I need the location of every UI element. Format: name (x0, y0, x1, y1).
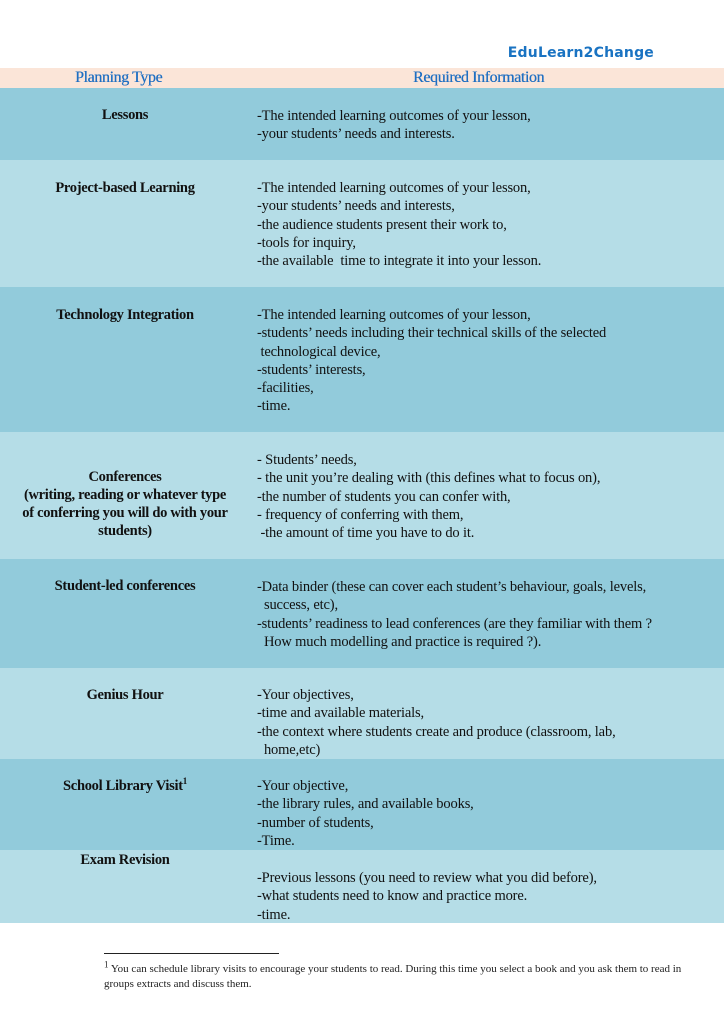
planning-type-cell: Technology Integration (56, 307, 194, 323)
info-line: -The intended learning outcomes of your lesson, (257, 180, 531, 196)
info-line: -the audience students present their work to, (257, 216, 507, 233)
required-info-cell (257, 179, 717, 270)
planning-type-cell: Lessons (101, 107, 149, 123)
info-line: -students’ readiness to lead conferences (are they familiar with them ? (257, 615, 652, 632)
info-line: success, etc), (257, 597, 338, 614)
type-line: of conferring you will do with your (22, 505, 228, 521)
info-line: -number of students, (257, 814, 374, 831)
footnote-marker: 1 (104, 959, 109, 970)
info-line: -the library rules, and available books, (257, 796, 474, 813)
type-line: Conferences (88, 469, 162, 485)
info-line: -Your objective, (257, 778, 349, 794)
footnote-text: You can schedule library visits to encourage your students to read. During this time you select a book and you ask them to read in groups extracts and discuss them. (104, 963, 682, 990)
info-line: -students’ needs including their technical skills of the selected (257, 325, 607, 342)
info-line: -Your objectives, (257, 687, 354, 703)
info-line: -the number of students you can confer with, (257, 488, 511, 505)
info-line: -time and available materials, (257, 705, 425, 722)
table-row-exam-revision (0, 850, 724, 923)
info-line: -tools for inquiry, (257, 234, 356, 251)
footnote-divider (104, 953, 279, 954)
required-info-cell (257, 686, 717, 759)
info-line: -your students’ needs and interests. (257, 126, 455, 143)
required-info-cell (257, 451, 717, 542)
info-line: technological device, (257, 343, 381, 360)
info-line: -time. (257, 906, 291, 923)
planning-type-cell (0, 468, 250, 540)
info-line: -Data binder (these can cover each student’s behaviour, goals, levels, (257, 579, 647, 595)
required-info-cell (257, 578, 717, 651)
planning-type-cell: Genius Hour (86, 687, 164, 703)
info-line: -The intended learning outcomes of your lesson, (257, 307, 531, 323)
header-planning-type: Planning Type (75, 69, 163, 86)
required-info-cell (257, 869, 717, 924)
info-line: -what students need to know and practice more. (257, 888, 528, 905)
info-line: -your students’ needs and interests, (257, 198, 455, 215)
info-line: home,etc) (257, 741, 321, 758)
info-line: -Previous lessons (you need to review what you did before), (257, 870, 597, 886)
table-row-technology-integration (0, 287, 724, 432)
info-line: How much modelling and practice is required ?). (257, 633, 542, 650)
planning-type-cell: Project-based Learning (55, 180, 195, 196)
info-line: -the amount of time you have to do it. (257, 525, 475, 542)
info-line: -the available time to integrate it into your lesson. (257, 253, 542, 270)
footnote (104, 959, 684, 992)
info-line: -time. (257, 398, 291, 415)
header-required-information: Required Information (413, 69, 545, 86)
info-line: -students’ interests, (257, 361, 366, 378)
planning-type-cell: Student-led conferences (54, 578, 196, 594)
planning-type-cell (0, 777, 250, 795)
planning-type-cell: Exam Revision (80, 852, 170, 868)
type-line: students) (98, 523, 152, 539)
table-row-project-based-learning (0, 160, 724, 287)
table-row-conferences (0, 432, 724, 559)
type-line: (writing, reading or whatever type (23, 487, 227, 503)
info-line: - the unit you’re dealing with (this defines what to focus on), (257, 470, 601, 487)
planning-table (0, 68, 724, 923)
table-row-lessons (0, 88, 724, 160)
brand-logo-text: EduLearn2Change (507, 45, 654, 61)
type-label: School Library Visit (63, 778, 183, 794)
info-line: -facilities, (257, 380, 314, 397)
info-line: -Time. (257, 832, 295, 849)
info-line: -The intended learning outcomes of your lesson, (257, 108, 531, 124)
info-line: - frequency of conferring with them, (257, 506, 464, 523)
info-line: -the context where students create and produce (classroom, lab, (257, 723, 616, 740)
table-row-school-library-visit (0, 759, 724, 850)
info-line: - Students’ needs, (257, 452, 357, 468)
required-info-cell (257, 306, 717, 416)
required-info-cell (257, 777, 717, 850)
table-row-student-led-conferences (0, 559, 724, 668)
required-info-cell (257, 107, 717, 144)
table-row-genius-hour (0, 668, 724, 759)
footnote-marker: 1 (182, 776, 187, 787)
table-header (0, 68, 724, 88)
